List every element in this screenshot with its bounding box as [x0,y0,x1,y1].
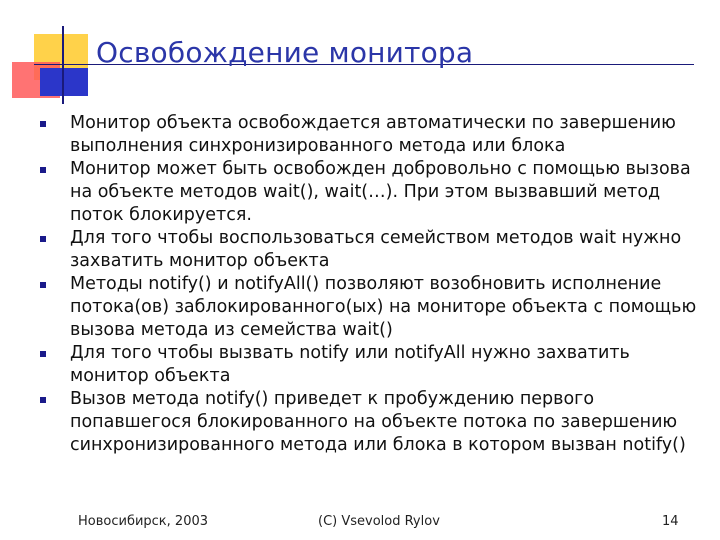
bullet-item [40,273,700,342]
bullet-marker-icon [40,397,46,403]
slide-title: Освобождение монитора [96,36,474,69]
bullet-item [40,342,700,388]
bullet-text: Монитор может быть освобожден добровольно с помощью вызова на объекте методов wait(), wait(…). При этом вызвавший метод поток блокируется. [70,159,691,225]
bullet-marker-icon [40,167,46,173]
bullet-item [40,158,700,227]
decor-blue-square [40,68,88,96]
page-number: 14 [662,514,679,529]
bullet-text: Монитор объекта освобождается автоматически по завершению выполнения синхронизированного метода или блока [70,113,676,156]
bullet-marker-icon [40,121,46,127]
bullet-marker-icon [40,351,46,357]
footer-author: (C) Vsevolod Rylov [318,514,440,529]
bullet-text: Вызов метода notify() приведет к пробуждению первого попавшегося блокированного на объекте потока по завершению синхронизированного метода или блока в котором вызван notify() [70,389,686,455]
bullet-item [40,388,700,457]
bullet-item [40,112,700,158]
bullet-text: Методы notify() и notifyAll() позволяют возобновить исполнение потока(ов) заблокированного(ых) на мониторе объекта с помощью вызова метода из семейства wait() [70,274,697,340]
bullet-item [40,227,700,273]
footer-location: Новосибирск, 2003 [78,514,209,529]
bullet-list [40,112,700,457]
bullet-marker-icon [40,282,46,288]
bullet-marker-icon [40,236,46,242]
bullet-text: Для того чтобы вызвать notify или notifyAll нужно захватить монитор объекта [70,343,630,386]
decor-vertical-line [62,26,64,104]
bullet-text: Для того чтобы воспользоваться семейством методов wait нужно захватить монитор объекта [70,228,682,271]
